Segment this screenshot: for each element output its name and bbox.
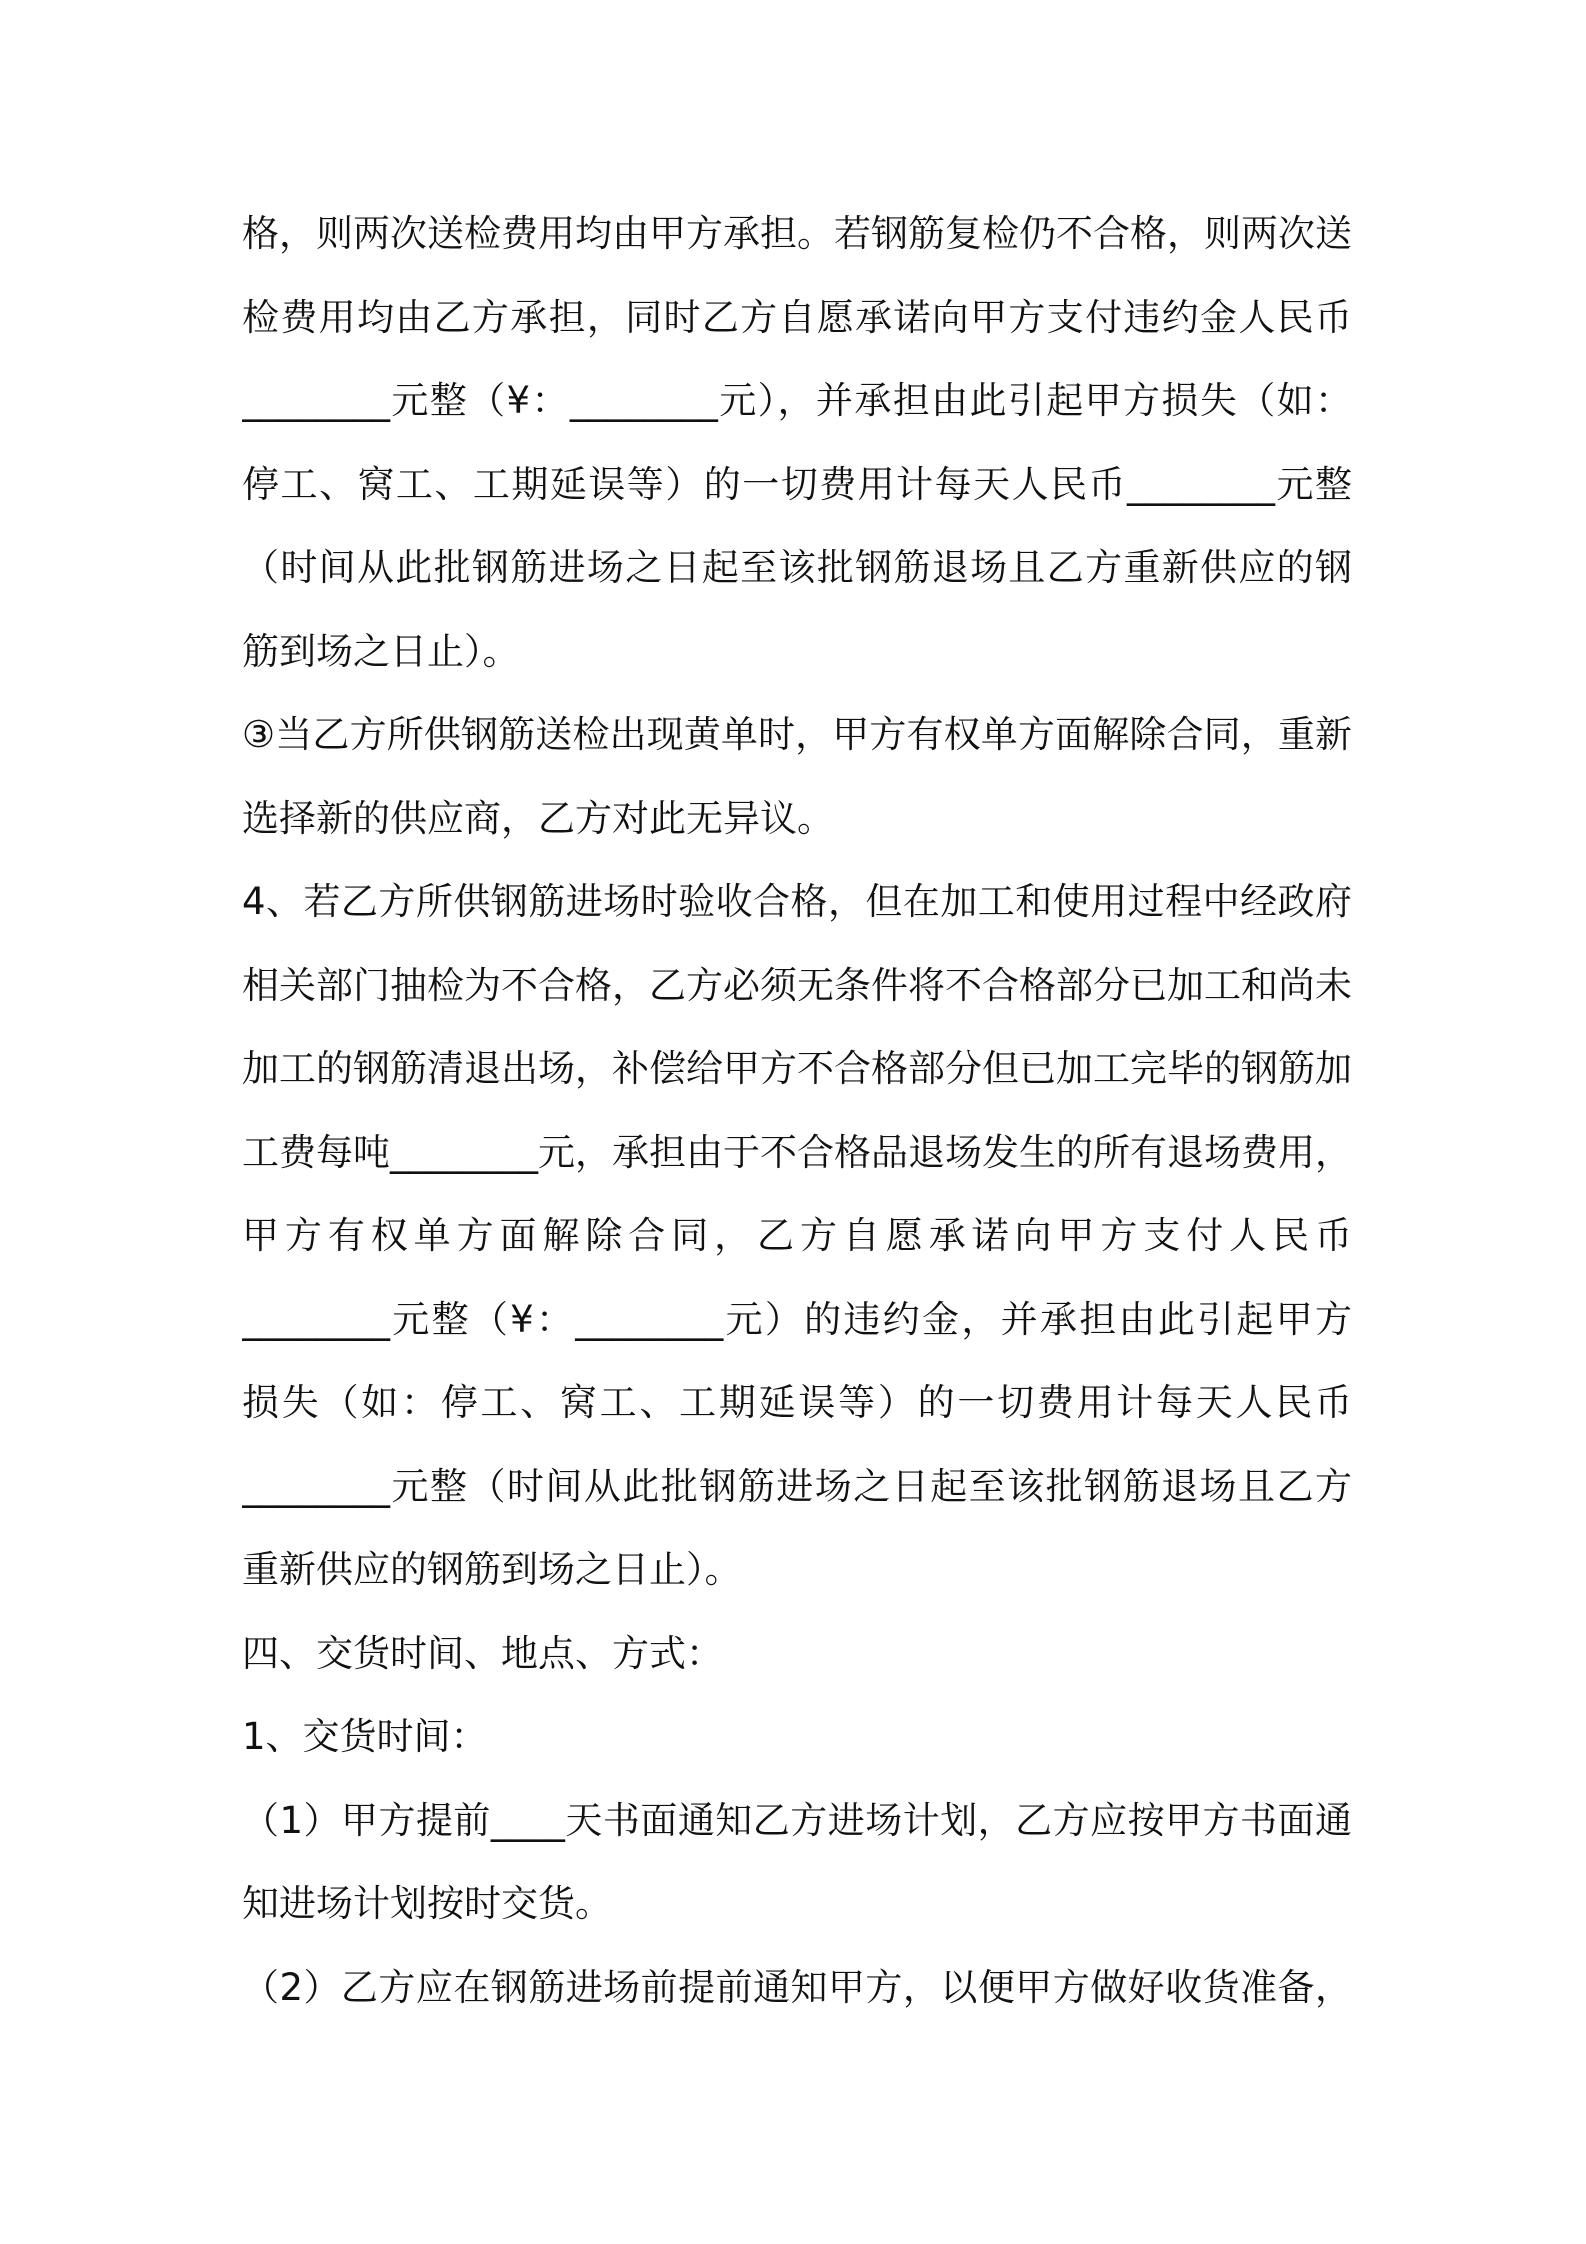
text-line: 停工、窝工、工期延误等）的一切费用计每天人民币________元整 bbox=[242, 462, 1352, 506]
text-line: 工费每吨________元，承担由于不合格品退场发生的所有退场费用， bbox=[242, 1130, 1352, 1174]
text-line: （1）甲方提前____天书面通知乙方进场计划，乙方应按甲方书面通 bbox=[242, 1798, 1352, 1842]
text-line: 格，则两次送检费用均由甲方承担。若钢筋复检仍不合格，则两次送 bbox=[242, 212, 1352, 255]
text-line: ③当乙方所供钢筋送检出现黄单时，甲方有权单方面解除合同，重新 bbox=[242, 713, 1352, 756]
text-line: 甲方有权单方面解除合同，乙方自愿承诺向甲方支付人民币 bbox=[242, 1214, 1352, 1257]
text-line: （时间从此批钢筋进场之日起至该批钢筋退场且乙方重新供应的钢 bbox=[242, 546, 1352, 589]
text-line: ________元整（¥：________元）的违约金，并承担由此引起甲方 bbox=[242, 1297, 1352, 1341]
text-line: 重新供应的钢筋到场之日止）。 bbox=[242, 1548, 742, 1591]
text-line: 检费用均由乙方承担，同时乙方自愿承诺向甲方支付违约金人民币 bbox=[242, 295, 1352, 339]
subsection-heading: 1、交货时间： bbox=[242, 1715, 488, 1758]
section-heading: 四、交货时间、地点、方式： bbox=[242, 1631, 723, 1675]
text-line: 损失（如：停工、窝工、工期延误等）的一切费用计每天人民币 bbox=[242, 1381, 1352, 1424]
text-line: 选择新的供应商，乙方对此无异议。 bbox=[242, 796, 834, 840]
text-line: 筋到场之日止）。 bbox=[242, 629, 520, 673]
text-line: 知进场计划按时交货。 bbox=[242, 1882, 612, 1925]
text-line: ________元整（¥：________元），并承担由此引起甲方损失（如： bbox=[242, 379, 1352, 422]
text-line: （2）乙方应在钢筋进场前提前通知甲方，以便甲方做好收货准备， bbox=[242, 1965, 1352, 2009]
text-line: 相关部门抽检为不合格，乙方必须无条件将不合格部分已加工和尚未 bbox=[242, 963, 1352, 1007]
contract-body-text bbox=[242, 192, 1352, 2029]
text-line: 4、若乙方所供钢筋进场时验收合格，但在加工和使用过程中经政府 bbox=[242, 880, 1352, 923]
text-line: ________元整（时间从此批钢筋进场之日起至该批钢筋退场且乙方 bbox=[242, 1464, 1352, 1508]
text-line: 加工的钢筋清退出场，补偿给甲方不合格部分但已加工完毕的钢筋加 bbox=[242, 1047, 1352, 1090]
